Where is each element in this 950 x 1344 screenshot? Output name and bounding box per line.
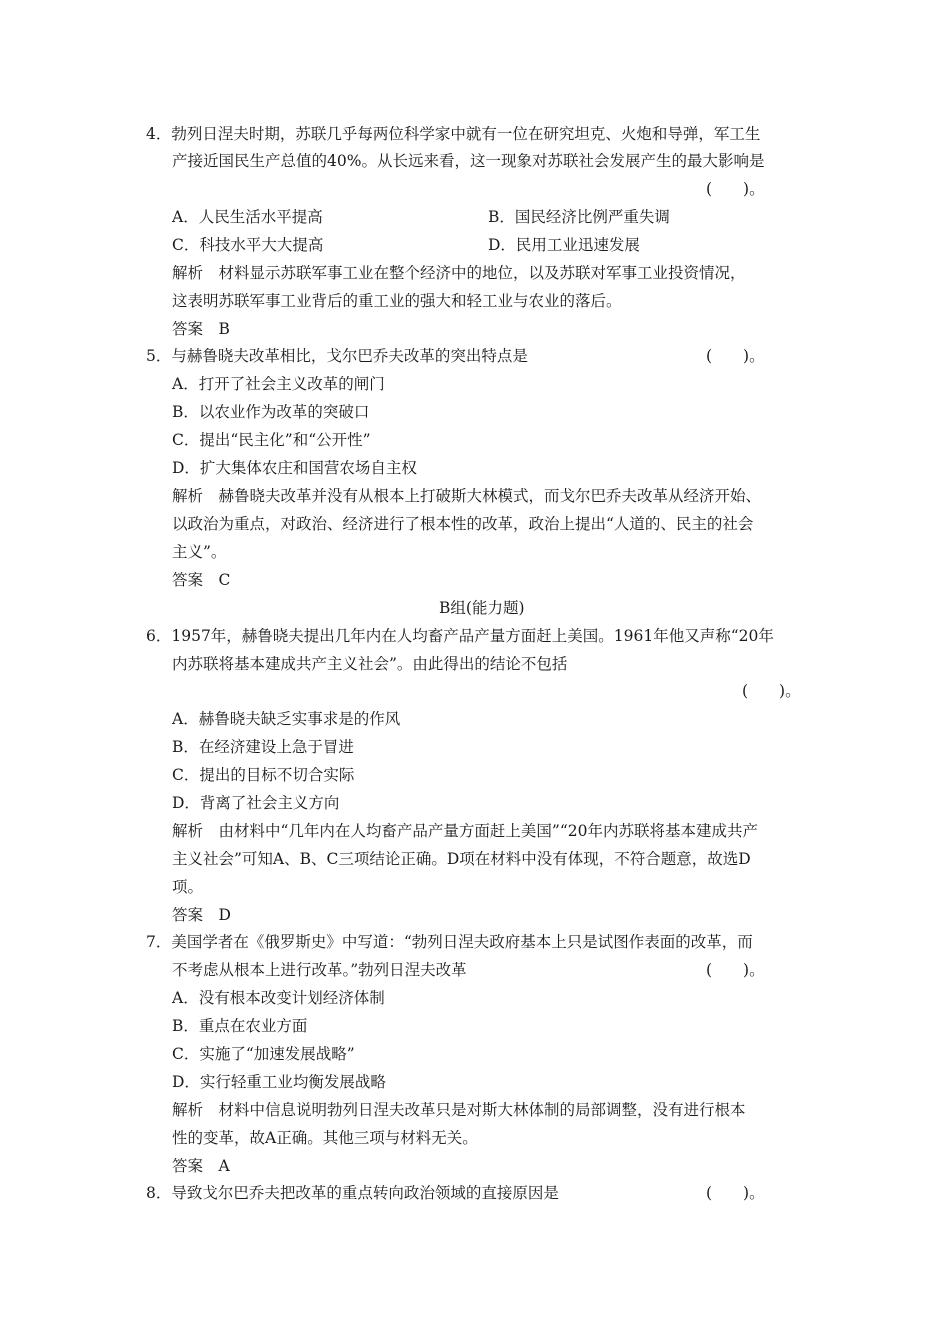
q6-bracket: ( )。	[742, 682, 801, 700]
q6-analysis-line-1: 解析 由材料中“几年内在人均畜产品产量方面赶上美国”“20年内苏联将基本建成共产	[172, 822, 758, 840]
q5-option-d: D．扩大集体农庄和国营农场自主权	[172, 459, 417, 477]
q5-analysis-line-1: 解析 赫鲁晓夫改革并没有从根本上打破斯大林模式，而戈尔巴乔夫改革从经济开始、	[172, 487, 762, 505]
q6-stem-line-1: 6．1957年，赫鲁晓夫提出几年内在人均畜产品产量方面赶上美国。1961年他又声称“20年	[146, 627, 774, 645]
q5-bracket: ( )。	[706, 347, 765, 365]
q4-stem-line-2: 产接近国民生产总值的40%。从长远来看，这一现象对苏联社会发展产生的最大影响是	[172, 152, 765, 170]
q5-option-c: C．提出“民主化”和“公开性”	[172, 431, 371, 449]
q5-answer: 答案 C	[172, 571, 231, 589]
q5-analysis-line-3: 主义”。	[172, 543, 227, 561]
q5-option-b: B．以农业作为改革的突破口	[172, 403, 370, 421]
q7-analysis-line-2: 性的变革，故A正确。其他三项与材料无关。	[172, 1129, 478, 1147]
q5-option-a: A．打开了社会主义改革的闸门	[172, 375, 385, 393]
q7-answer: 答案 A	[172, 1157, 230, 1175]
q7-option-d: D．实行轻重工业均衡发展战略	[172, 1073, 386, 1091]
q6-option-d: D．背离了社会主义方向	[172, 794, 340, 812]
q6-analysis-line-2: 主义社会”可知A、B、C三项结论正确。D项在材料中没有体现，不符合题意，故选D	[172, 850, 751, 868]
q6-stem-line-2: 内苏联将基本建成共产主义社会”。由此得出的结论不包括	[172, 655, 568, 673]
q7-option-b: B．重点在农业方面	[172, 1017, 308, 1035]
q4-option-c: C．科技水平大大提高	[172, 236, 324, 254]
q7-option-a: A．没有根本改变计划经济体制	[172, 989, 385, 1007]
q6-analysis-line-3: 项。	[172, 878, 204, 896]
q7-analysis-line-1: 解析 材料中信息说明勃列日涅夫改革只是对斯大林体制的局部调整，没有进行根本	[172, 1101, 746, 1119]
q4-option-b: B．国民经济比例严重失调	[488, 208, 670, 226]
q5-stem-line-1: 5．与赫鲁晓夫改革相比，戈尔巴乔夫改革的突出特点是	[146, 347, 528, 365]
q6-answer: 答案 D	[172, 906, 231, 924]
q6-option-a: A．赫鲁晓夫缺乏实事求是的作风	[172, 710, 401, 728]
q4-analysis-line-2: 这表明苏联军事工业背后的重工业的强大和轻工业与农业的落后。	[172, 292, 622, 310]
q7-option-c: C．实施了“加速发展战略”	[172, 1045, 355, 1063]
q4-option-a: A．人民生活水平提高	[172, 208, 323, 226]
q6-option-b: B．在经济建设上急于冒进	[172, 738, 354, 756]
q4-bracket: ( )。	[706, 180, 765, 198]
q4-stem-line-1: 4．勃列日涅夫时期，苏联几乎每两位科学家中就有一位在研究坦克、火炮和导弹，军工生	[146, 125, 761, 143]
q4-option-d: D．民用工业迅速发展	[488, 236, 640, 254]
q6-option-c: C．提出的目标不切合实际	[172, 766, 355, 784]
q7-stem-line-2: 不考虑从根本上进行改革。”勃列日涅夫改革	[172, 961, 467, 979]
q4-answer: 答案 B	[172, 320, 230, 338]
section-title: B组(能力题)	[439, 599, 525, 617]
q5-analysis-line-2: 以政治为重点，对政治、经济进行了根本性的改革，政治上提出“人道的、民主的社会	[172, 515, 754, 533]
q4-analysis-line-1: 解析 材料显示苏联军事工业在整个经济中的地位，以及苏联对军事工业投资情况，	[172, 264, 746, 282]
q7-bracket: ( )。	[706, 961, 765, 979]
q7-stem-line-1: 7．美国学者在《俄罗斯史》中写道：“勃列日涅夫政府基本上只是试图作表面的改革，而	[146, 933, 753, 951]
q8-stem-line-1: 8．导致戈尔巴乔夫把改革的重点转向政治领域的直接原因是	[146, 1184, 559, 1202]
q8-bracket: ( )。	[706, 1184, 765, 1202]
